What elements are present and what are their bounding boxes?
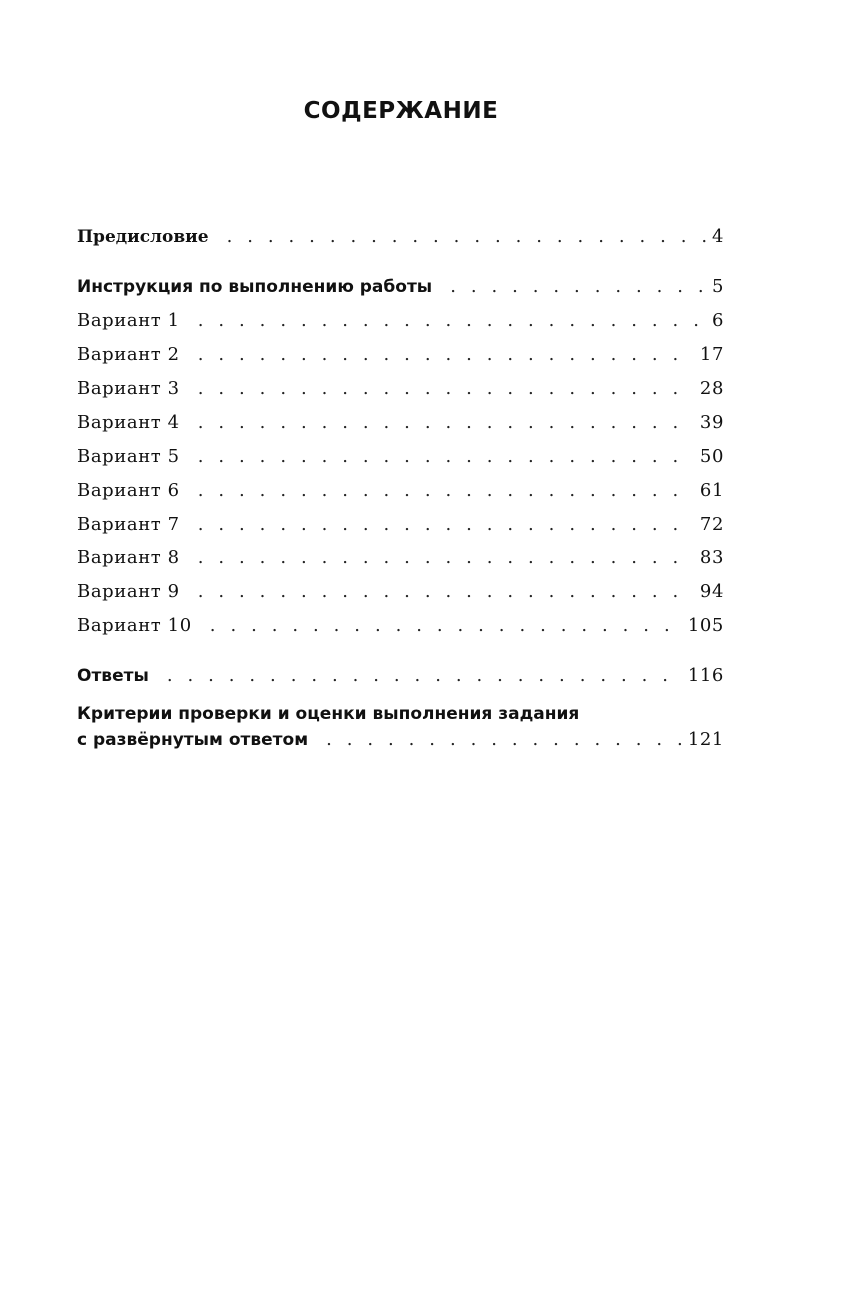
dot-leader	[198, 378, 694, 399]
toc-page-number: 61	[699, 480, 724, 501]
toc-entry-instructions[interactable]	[77, 276, 724, 302]
toc-entry-variant-5[interactable]	[77, 446, 724, 472]
dot-leader	[198, 412, 694, 433]
dot-leader	[198, 344, 694, 365]
toc-entry-variant-8[interactable]	[77, 547, 724, 573]
toc-entry-variant-2[interactable]	[77, 344, 724, 370]
toc-page-number: 28	[699, 378, 724, 399]
dot-leader	[167, 665, 682, 686]
toc-entry-label: Вариант 6	[77, 480, 180, 501]
toc-page-number: 39	[699, 412, 724, 433]
dot-leader	[198, 446, 694, 467]
toc-entry-variant-4[interactable]	[77, 412, 724, 438]
toc-entry-variant-10[interactable]	[77, 615, 724, 641]
dot-leader	[198, 514, 694, 535]
dot-leader	[198, 547, 694, 568]
toc-page-number: 72	[699, 514, 724, 535]
dot-leader	[450, 276, 706, 297]
toc-entry-variant-6[interactable]	[77, 480, 724, 506]
dot-leader	[326, 729, 682, 750]
page-title: СОДЕРЖАНИЕ	[303, 98, 499, 124]
toc-page-number: 4	[711, 226, 724, 247]
toc-entry-label: Вариант 8	[77, 547, 180, 568]
toc-page-number: 121	[687, 729, 724, 750]
toc-entry-variant-3[interactable]	[77, 378, 724, 404]
toc-entry-criteria-line1[interactable]: Критерии проверки и оценки выполнения задания	[77, 704, 580, 724]
toc-page-number: 105	[687, 615, 724, 636]
toc-page-number: 94	[699, 581, 724, 602]
toc-entry-label: Предисловие	[77, 227, 209, 247]
dot-leader	[210, 615, 682, 636]
toc-entry-label: с развёрнутым ответом	[77, 730, 309, 750]
dot-leader	[198, 310, 706, 331]
toc-page-number: 83	[699, 547, 724, 568]
toc-entry-label: Вариант 5	[77, 446, 180, 467]
toc-entry-label: Ответы	[77, 666, 149, 686]
toc-page-number: 5	[711, 276, 724, 297]
toc-page-number: 6	[711, 310, 724, 331]
toc-page-number: 116	[687, 665, 724, 686]
dot-leader	[198, 581, 694, 602]
toc-entry-label: Вариант 4	[77, 412, 180, 433]
toc-page-number: 50	[699, 446, 724, 467]
toc-entry-label: Вариант 7	[77, 514, 180, 535]
toc-entry-criteria[interactable]	[77, 729, 724, 755]
toc-entry-label: Вариант 3	[77, 378, 180, 399]
dot-leader	[198, 480, 694, 501]
toc-entry-label: Вариант 2	[77, 344, 180, 365]
toc-entry-label: Вариант 1	[77, 310, 180, 331]
toc-entry-variant-9[interactable]	[77, 581, 724, 607]
dot-leader	[227, 226, 706, 247]
toc-entry-label: Вариант 10	[77, 615, 192, 636]
toc-entry-variant-1[interactable]	[77, 310, 724, 336]
toc-page-number: 17	[699, 344, 724, 365]
toc-entry-variant-7[interactable]	[77, 514, 724, 540]
toc-entry-preface[interactable]	[77, 226, 724, 252]
toc-entry-label: Вариант 9	[77, 581, 180, 602]
toc-entry-answers[interactable]	[77, 665, 724, 691]
toc-entry-label: Инструкция по выполнению работы	[77, 277, 433, 297]
